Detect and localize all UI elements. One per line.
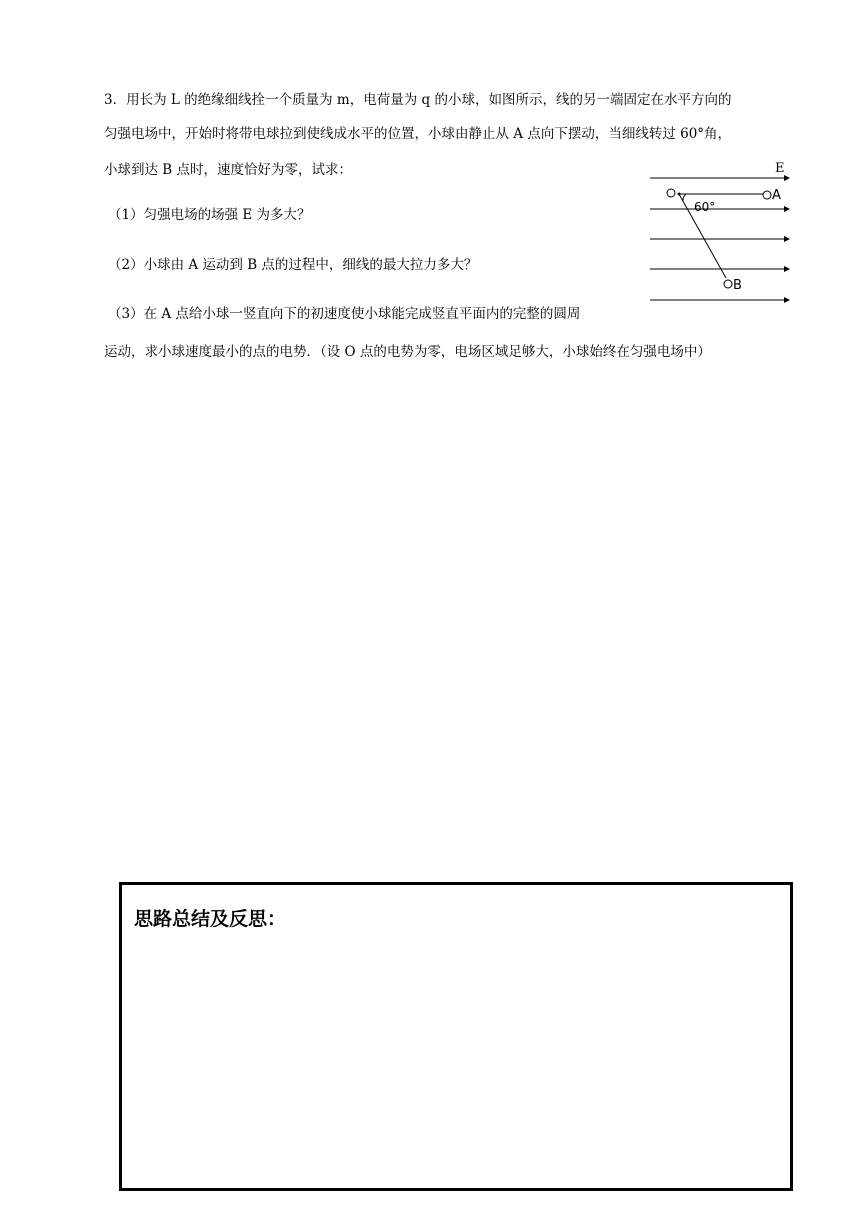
label-E: E <box>775 161 785 176</box>
diagram-svg <box>645 156 795 306</box>
question-1: （1）匀强电场的场强 E 为多大？ <box>108 207 311 223</box>
ball-A <box>763 191 771 199</box>
electric-field-diagram <box>645 156 795 306</box>
question-3-part-1: （3）在 A 点给小球一竖直向下的初速度使小球能完成竖直平面内的完整的圆周 <box>108 306 581 322</box>
summary-box-title: 思路总结及反思： <box>134 908 287 930</box>
pivot-dot <box>678 193 681 196</box>
question-3-part-2: 运动，求小球速度最小的点的电势．（设 O 点的电势为零，电场区域足够大，小球始终在匀强电场中） <box>104 344 711 360</box>
label-A: A <box>772 188 781 203</box>
label-B: B <box>733 278 742 293</box>
label-angle: 60° <box>694 200 716 214</box>
pivot-O-marker <box>667 189 675 197</box>
ball-B <box>724 280 732 288</box>
question-2: （2）小球由 A 运动到 B 点的过程中，细线的最大拉力多大？ <box>108 257 478 273</box>
summary-reflection-box <box>119 882 793 1191</box>
angle-arc <box>683 194 686 201</box>
problem-text-line-1: 3．用长为 L 的绝缘细线拴一个质量为 m，电荷量为 q 的小球，如图所示，线的另一端固定在水平方向的 <box>104 92 732 108</box>
problem-text-line-2: 匀强电场中，开始时将带电球拉到使线成水平的位置，小球由静止从 A 点向下摆动，当细线转过 60°角， <box>104 126 732 142</box>
problem-text-line-3: 小球到达 B 点时，速度恰好为零，试求： <box>104 162 353 178</box>
